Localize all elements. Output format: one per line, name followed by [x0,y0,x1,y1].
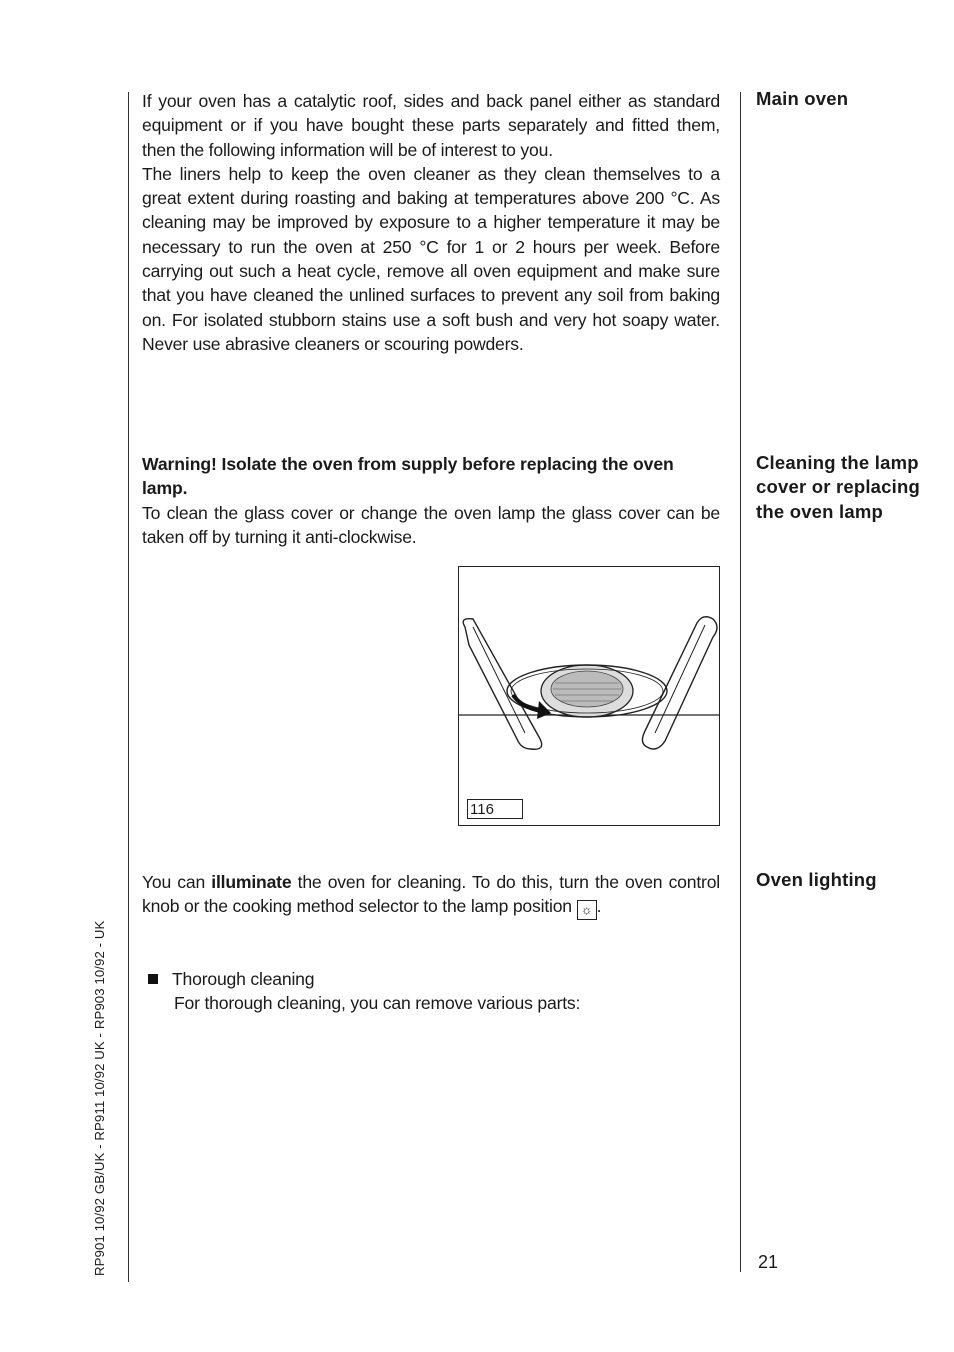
paragraph-illuminate [142,870,720,920]
heading-oven-lighting: Oven lighting [756,869,877,890]
bullet-title-row [148,967,580,991]
lamp-cover-figure [458,566,720,826]
page-number: 21 [758,1252,779,1272]
oven-lighting-text [142,870,720,920]
bullet-description: For thorough cleaning, you can remove various parts: [174,993,581,1014]
left-margin-rule [128,92,129,1282]
lamp-section-text [142,452,720,549]
bullet-title: Thorough cleaning [172,969,315,989]
text-run: . [596,896,602,917]
warning-text: Warning! Isolate the oven from supply before replacing the oven lamp. [142,454,674,499]
main-oven-text [142,89,720,356]
right-column-rule [740,92,741,1272]
figure-number: 116 [467,799,523,819]
heading-lamp-cover: Cleaning the lamp cover or replacing the oven lamp [756,452,920,522]
paragraph-catalytic-info: If your oven has a catalytic roof, sides and back panel either as standard equipment or if you have bought these parts separately and fitted them, then the following information will be of interest to you. [142,91,720,160]
lamp-illustration [459,567,719,825]
paragraph-liners-info: The liners help to keep the oven cleaner as they clean themselves to a great extent during roasting and baking at temperatures above 200 °C. As cleaning may be improved by exposure to a higher temperature it may be necessary to run the oven at 250 °C for 1 or 2 hours per week. Before carrying out such a heat cycle, remove all oven equipment and make sure that you have cleaned the unlined surfaces to prevent any soil from baking on. For isolated stubborn stains use a soft bush and very hot soapy water. Never use abrasive cleaners or scouring powders. [142,163,720,354]
square-bullet-icon [148,974,158,984]
text-run: You can [142,872,212,892]
text-run: the oven for cleaning. To do this, turn the oven control knob or the cooking method selector to the lamp position [142,872,720,917]
document-code: RP901 10/92 GB/UK - RP911 10/92 UK - RP903 10/92 - UK [92,920,107,1276]
paragraph-glass-cover: To clean the glass cover or change the oven lamp the glass cover can be taken off by turning it anti-clockwise. [142,502,720,547]
heading-main-oven: Main oven [756,88,849,109]
bold-illuminate: illuminate [211,872,292,892]
lamp-position-icon: ☼ [577,900,597,920]
bullet-thorough-cleaning [148,967,580,1016]
